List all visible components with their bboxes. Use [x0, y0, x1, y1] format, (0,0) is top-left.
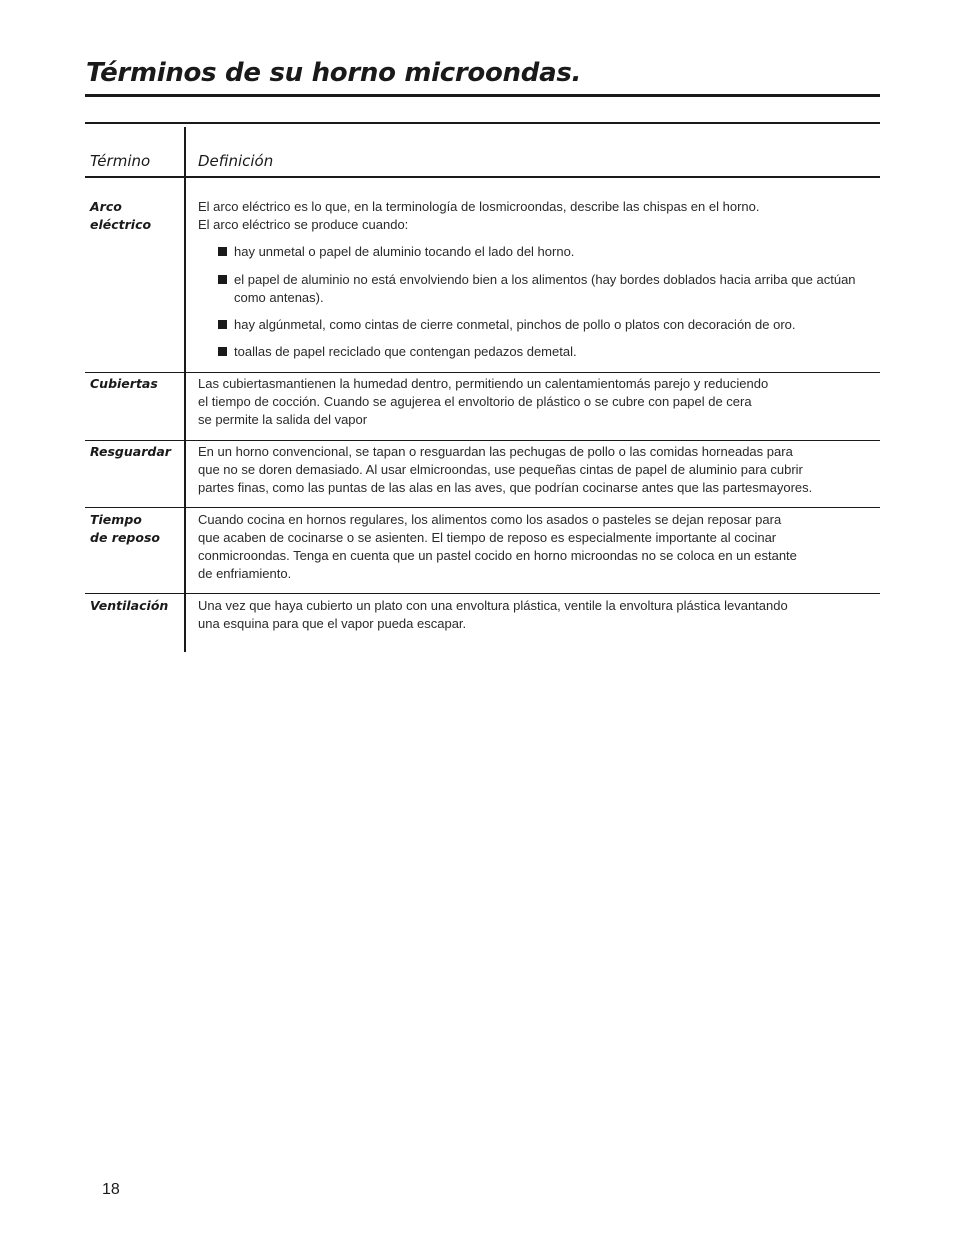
header-rule — [85, 176, 880, 178]
term-cubiertas: Cubiertas — [90, 376, 158, 391]
bullet-square-icon — [218, 347, 227, 356]
definition-arco-electrico: El arco eléctrico es lo que, en la terminología de losmicroondas, describe las chispas en el horno. El arco eléctrico se produce cuando: — [198, 199, 760, 232]
page-number: 18 — [102, 1181, 120, 1198]
term-ventilacion: Ventilación — [90, 598, 169, 613]
definition-ventilacion: Una vez que haya cubierto un plato con una envoltura plástica, ventile la envoltura plástica levantando una esquina para que el vapor pueda escapar. — [198, 598, 788, 631]
list-item — [218, 243, 858, 261]
term-resguardar: Resguardar — [90, 444, 171, 459]
row-divider — [85, 507, 880, 508]
bullet-square-icon — [218, 247, 227, 256]
bullet-square-icon — [218, 275, 227, 284]
bullet-square-icon — [218, 320, 227, 329]
row-divider — [85, 372, 880, 373]
term-tiempo-de-reposo: Tiempo de reposo — [90, 512, 160, 545]
column-header-term: Término — [90, 152, 151, 170]
bullet-text: hay algúnmetal, como cintas de cierre conmetal, pinchos de pollo o platos con decoración de oro. — [234, 317, 796, 332]
table-top-rule — [85, 122, 880, 124]
row-divider — [85, 440, 880, 441]
definition-resguardar: En un horno convencional, se tapan o resguardan las pechugas de pollo o las comidas horneadas para que no se doren demasiado. Al usar elmicroondas, use pequeñas cintas de papel de aluminio para cubrir partes finas, como las puntas de las alas en las aves, que podrían cocinarse antes que las partesmayores. — [198, 444, 813, 495]
list-item — [218, 343, 858, 361]
bullet-text: el papel de aluminio no está envolviendo bien a los alimentos (hay bordes doblados hacia arriba que actúan como antenas). — [234, 272, 856, 305]
definition-tiempo-de-reposo: Cuando cocina en hornos regulares, los alimentos como los asados o pasteles se dejan reposar para que acaben de cocinarse o se asienten. El tiempo de reposo es especialmente importante al cocinar conmicroondas. Tenga en cuenta que un pastel cocido en horno microondas no se coloca en un estante de enfriamiento. — [198, 512, 797, 581]
page-title: Términos de su horno microondas. — [86, 58, 582, 88]
column-header-definition: Definición — [198, 152, 274, 170]
bullet-text: hay unmetal o papel de aluminio tocando el lado del horno. — [234, 244, 575, 259]
definition-cubiertas: Las cubiertasmantienen la humedad dentro, permitiendo un calentamientomás parejo y reduciendo el tiempo de cocción. Cuando se agujerea el envoltorio de plástico o se cubre con papel de cera se permite la salida del vapor — [198, 376, 769, 427]
row-divider — [85, 593, 880, 594]
term-arco-electrico: Arco eléctrico — [90, 199, 152, 232]
column-divider — [184, 127, 186, 652]
bullet-text: toallas de papel reciclado que contengan pedazos demetal. — [234, 344, 577, 359]
title-rule — [85, 94, 880, 97]
list-item — [218, 271, 858, 307]
list-item — [218, 316, 858, 334]
